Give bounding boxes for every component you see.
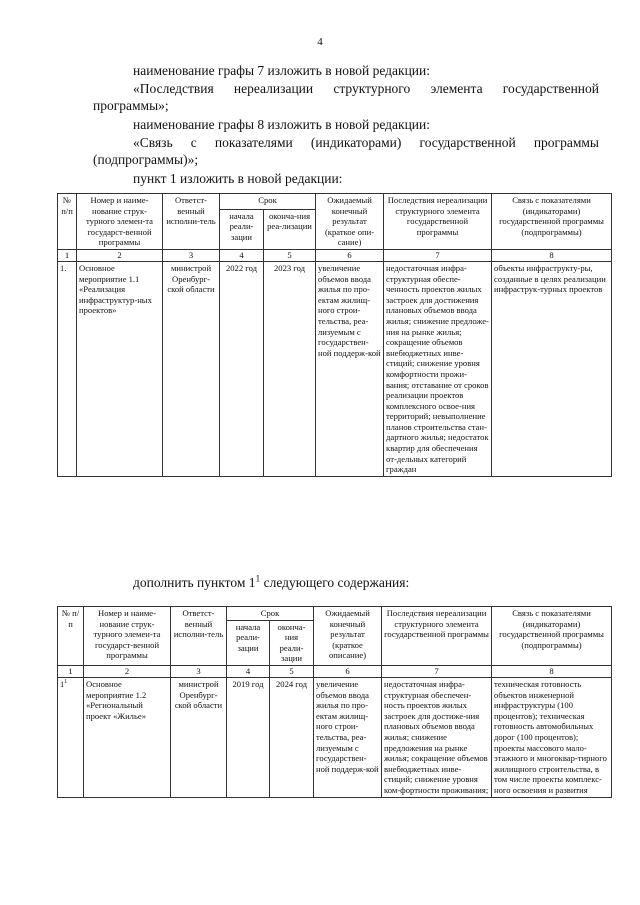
table-row <box>58 677 612 797</box>
col-num: 8 <box>492 249 612 261</box>
row-name: Основное мероприятие 1.1 «Реализация инфраструктур-ных проектов» <box>77 261 163 476</box>
row-no-text: 1 <box>60 678 65 689</box>
header-no: № п/п <box>58 607 84 666</box>
table-item-1 <box>57 193 612 477</box>
row-link: объекты инфраструкту-ры, созданные в целях реализации инфраструк-турных проектов <box>492 261 612 476</box>
row-no-sup: 1 <box>64 679 68 686</box>
row-name: Основное мероприятие 1.2 «Региональный проект «Жилье» <box>84 677 171 797</box>
col-num: 5 <box>264 249 316 261</box>
header-end: оконча-ния реали-зации <box>270 620 314 665</box>
column-numbers-row <box>58 249 612 261</box>
col-num: 6 <box>316 249 384 261</box>
row-result: увеличение объемов ввода жилья по про-ектам жилищ-ного строи-тельства, реа-лизуемым с государствен-ной поддерж-кой <box>314 677 382 797</box>
col-num: 4 <box>220 249 264 261</box>
table-item-1-1 <box>57 606 612 798</box>
paragraph-column7-title: наименование графы 7 изложить в новой редакции: <box>133 63 431 78</box>
col-num: 3 <box>171 665 227 677</box>
row-start: 2022 год <box>220 261 264 476</box>
p6-text-end: следующего содержания: <box>260 575 410 590</box>
row-end: 2024 год <box>270 677 314 797</box>
table-header-row <box>58 607 612 621</box>
header-result: Ожидаемый конечный результат (краткое опи-сание) <box>316 194 384 250</box>
row-consequences: недостаточная инфра-структурная обеспечен-ность проектов жилых застроек для достиже-ния плановых объемов ввода жилья; снижение предложения на рынке жилья; сокращение объемов внебюджетных инве-стиций; снижение уровня ком-фортности проживания; <box>382 677 492 797</box>
column-numbers-row <box>58 665 612 677</box>
row-responsible: министрой Оренбург-ской области <box>163 261 220 476</box>
paragraph-column8-title: наименование графы 8 изложить в новой редакции: <box>133 117 431 132</box>
col-num: 2 <box>84 665 171 677</box>
header-result: Ожидаемый конечный результат (краткое описание) <box>314 607 382 666</box>
paragraph-column8-new-title: «Связь с показателями (индикаторами) государственной программы (подпрограммы)»; <box>93 135 599 167</box>
col-num: 4 <box>227 665 270 677</box>
header-responsible: Ответст-венный исполни-тель <box>163 194 220 250</box>
row-consequences: недостаточная инфра-структурная обеспе-ченность проектов жилых застроек для достижения плановых объемов ввода жилья; снижение предложе-ния на рынке жилья; сокращение объемов внебюджетных инве-стиций; снижение уровня комфортности прожи-вания; отставание от сроков реализации проектов комплексного освое-ния территорий; невыполнение планов строительства стан-дартного жилья; недостаток квартир для обеспечения от-дельных категорий граждан <box>384 261 492 476</box>
header-term: Срок <box>220 194 316 210</box>
row-start: 2019 год <box>227 677 270 797</box>
p6-text: дополнить пунктом 1 <box>133 575 256 590</box>
row-end: 2023 год <box>264 261 316 476</box>
row-no: 1. <box>58 261 77 476</box>
header-link: Связь с показателями (индикаторами) государственной программы (подпрограммы) <box>492 194 612 250</box>
row-link: техническая готовность объектов инженерной инфраструктуры (100 процентов); техническая готовность автомобильных дорог (100 процентов); проекты массового мало-этажного и многоквар-тирного жилищного строительства, в том числе проекты комплекс-ного освоения и развития <box>492 677 612 797</box>
col-num: 8 <box>492 665 612 677</box>
paragraph-item1-1-intro <box>133 574 603 591</box>
col-num: 7 <box>382 665 492 677</box>
header-responsible: Ответст-венный исполни-тель <box>171 607 227 666</box>
header-consequences: Последствия нереализации структурного элемента государственной программы <box>384 194 492 250</box>
row-no <box>58 677 84 797</box>
p6-sup: 1 <box>255 574 261 585</box>
col-num: 1 <box>58 249 77 261</box>
col-num: 2 <box>77 249 163 261</box>
header-name: Номер и наиме-нование струк-турного элемен-та государст-венной программы <box>77 194 163 250</box>
paragraph-column7-new-title: «Последствия нереализации структурного элемента государственной программы»; <box>93 81 599 113</box>
row-result: увеличение объемов ввода жилья по про-ектам жилищ-ного строи-тельства, реа-лизуемым с государствен-ной поддерж-кой <box>316 261 384 476</box>
header-term: Срок <box>227 607 314 621</box>
header-no: № п/п <box>58 194 77 250</box>
header-end: оконча-ния реа-лизации <box>264 209 316 249</box>
table-header-row <box>58 194 612 210</box>
header-name: Номер и наиме-нование струк-турного элемен-та государст-венной программы <box>84 607 171 666</box>
table-row <box>58 261 612 476</box>
paragraph-item1-intro: пункт 1 изложить в новой редакции: <box>133 171 343 186</box>
header-start: начала реали-зации <box>220 209 264 249</box>
col-num: 1 <box>58 665 84 677</box>
col-num: 6 <box>314 665 382 677</box>
header-link: Связь с показателями (индикаторами) государственной программы (подпрограммы) <box>492 607 612 666</box>
col-num: 3 <box>163 249 220 261</box>
row-responsible: министрой Оренбург-ской области <box>171 677 227 797</box>
header-consequences: Последствия нереализации структурного элемента государственной программы <box>382 607 492 666</box>
col-num: 5 <box>270 665 314 677</box>
header-start: начала реали-зации <box>227 620 270 665</box>
page-number: 4 <box>317 36 323 48</box>
col-num: 7 <box>384 249 492 261</box>
